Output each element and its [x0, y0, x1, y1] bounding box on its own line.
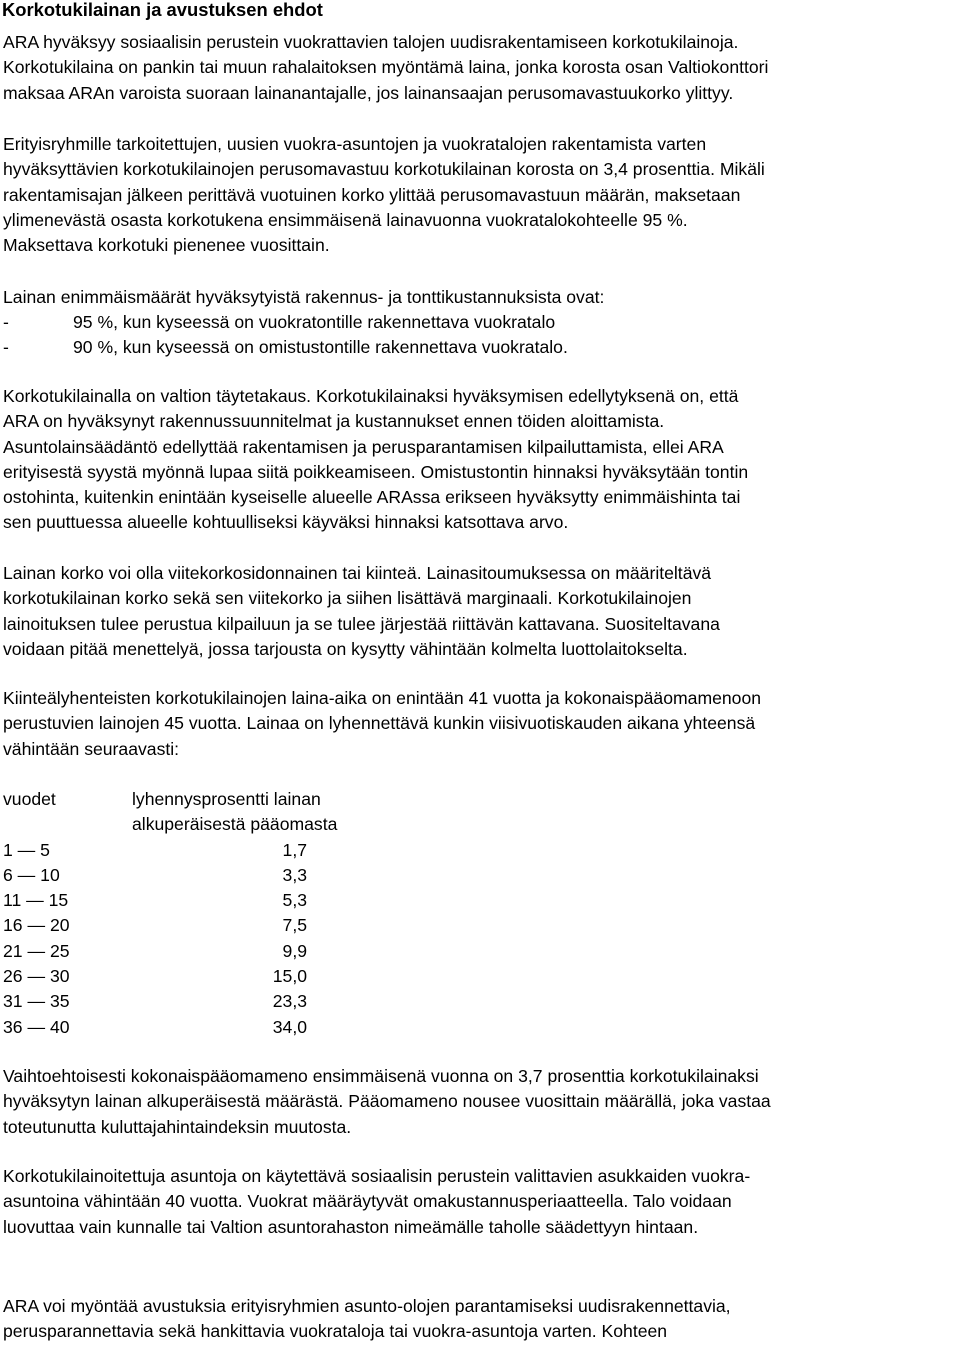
text-line: toteutunutta kuluttajahintaindeksin muutosta.	[3, 1116, 352, 1137]
text-line: Erityisryhmille tarkoitettujen, uusien vuokra-asuntojen ja vuokratalojen rakentamista varten	[3, 134, 707, 154]
percent-cell: 23,3	[272, 991, 307, 1012]
years-cell: 21 — 25	[3, 940, 70, 961]
text-line: perustuvien lainojen 45 vuotta. Lainaa on lyhennettävä kunkin viisivuotiskauden aikana yhteensä	[3, 713, 756, 734]
years-cell: 31 — 35	[3, 991, 70, 1012]
text-line: Vaihtoehtoisesti kokonaispääomameno ensimmäisenä vuonna on 3,7 prosenttia korkotukilainaksi	[3, 1066, 759, 1086]
percent-cell: 3,3	[282, 864, 307, 885]
table-header-row	[3, 787, 423, 812]
text-line: ylimenevästä osasta korkotukena ensimmäisenä lainavuonna vuokratalokohteelle 95 %.	[3, 209, 688, 230]
table-row	[3, 964, 423, 989]
text-line: ARA on hyväksynyt rakennussuunnitelmat ja kustannukset ennen töiden aloittamista.	[3, 411, 665, 432]
text-line: Maksettava korkotuki pienenee vuosittain.	[3, 235, 330, 256]
percent-cell: 9,9	[282, 940, 307, 961]
paragraph-tenant-selection	[3, 1164, 958, 1240]
text-line: ARA hyväksyy sosiaalisin perustein vuokrattavien talojen uudisrakentamiseen korkotukilainoja.	[3, 32, 739, 52]
text-line: vähintään seuraavasti:	[3, 738, 180, 759]
table-row	[3, 888, 423, 913]
table-row	[3, 939, 423, 964]
paragraph-interest-rate	[3, 561, 958, 662]
percent-cell: 15,0	[272, 966, 307, 987]
text-line: erityisestä syystä myönnä lupaa siitä poikkeamiseen. Omistustontin hinnaksi hyväksytään tontin	[3, 461, 749, 482]
text-line: maksaa ARAn varoista suoraan lainanantajalle, jos lainansaajan perusomavastuukorko ylittyy.	[3, 82, 734, 103]
text-line: Lainan enimmäismäärät hyväksytyistä rakennus- ja tonttikustannuksista ovat:	[3, 287, 605, 307]
paragraph-grants	[3, 1294, 958, 1345]
column-header-percent-cont: alkuperäisestä pääomasta	[132, 814, 338, 835]
table-header-row	[3, 812, 423, 837]
table-row	[3, 863, 423, 888]
text-line: perusparannettavia sekä hankittavia vuokrataloja tai vuokra-asuntoja varten. Kohteen	[3, 1321, 668, 1342]
paragraph-loan-period	[3, 686, 958, 762]
years-cell: 26 — 30	[3, 966, 70, 987]
text-line: rakentamisajan jälkeen perittävä vuotuinen korko ylittää perusomavastuun määrän, maksetaan	[3, 184, 741, 205]
table-row	[3, 838, 423, 863]
paragraph-guarantee	[3, 384, 958, 536]
paragraph-max-amounts	[3, 285, 958, 310]
paragraph-alternative-repayment	[3, 1064, 958, 1140]
percent-cell: 7,5	[282, 915, 307, 936]
list-item: - 90 %, kun kyseessä on omistustontille rakennettava vuokratalo.	[3, 337, 568, 358]
percent-cell: 1,7	[282, 839, 307, 860]
text-line: ARA voi myöntää avustuksia erityisryhmien asunto-olojen parantamiseksi uudisrakennettavia,	[3, 1296, 731, 1316]
text-line: voidaan pitää menettelyä, jossa tarjousta on kysytty vähintään kolmelta luottolaitokselta.	[3, 638, 688, 659]
years-cell: 36 — 40	[3, 1016, 70, 1037]
text-line: lainoituksen tulee perustua kilpailuun ja se tulee järjestää riittävän kattavana. Suositeltavana	[3, 613, 720, 634]
paragraph-loan-intro	[3, 30, 958, 106]
paragraph-special-groups	[3, 132, 958, 258]
years-cell: 16 — 20	[3, 915, 70, 936]
text-line: korkotukilainan korko sekä sen viitekorko ja siihen lisättävä marginaali. Korkotukilainojen	[3, 588, 692, 609]
text-line: hyväksyttävien korkotukilainojen perusomavastuu korkotukilainan korosta on 3,4 prosenttia. Mikäli	[3, 159, 765, 180]
column-header-percent: lyhennysprosentti lainan	[132, 789, 321, 809]
percent-cell: 34,0	[272, 1016, 307, 1037]
table-row	[3, 1015, 423, 1040]
repayment-table	[3, 787, 423, 1040]
text-line: luovuttaa vain kunnalle tai Valtion asuntorahaston nimeämälle taholle säädettyyn hintaan.	[3, 1216, 699, 1237]
text-line: Asuntolainsäädäntö edellyttää rakentamisen ja perusparantamisen kilpailuttamista, ellei ARA	[3, 436, 724, 457]
text-line: Korkotukilainalla on valtion täytetakaus. Korkotukilainaksi hyväksymisen edellytyksenä on, että	[3, 386, 739, 406]
text-line: sen puuttuessa alueelle kohtuulliseksi käyväksi hinnaksi katsottava arvo.	[3, 512, 569, 533]
table-row	[3, 913, 423, 938]
text-line: Lainan korko voi olla viitekorkosidonnainen tai kiinteä. Lainasitoumuksessa on määriteltävä	[3, 563, 712, 583]
list-item: - 95 %, kun kyseessä on vuokratontille rakennettava vuokratalo	[3, 312, 556, 332]
text-line: asuntoina vähintään 40 vuotta. Vuokrat määräytyvät omakustannusperiaatteella. Talo voidaan	[3, 1191, 732, 1212]
years-cell: 11 — 15	[3, 890, 69, 911]
text-line: ostohinta, kuitenkin enintään kyseiselle alueelle ARAssa erikseen hyväksytty enimmäishinta tai	[3, 487, 741, 508]
text-line: hyväksytyn lainan alkuperäisestä määrästä. Pääomameno nousee vuosittain määrällä, joka vastaa	[3, 1091, 771, 1112]
text-line: Korkotukilaina on pankin tai muun rahalaitoksen myöntämä laina, jonka korosta osan Valtiokonttori	[3, 57, 769, 78]
text-line: Korkotukilainoitettuja asuntoja on käytettävä sosiaalisin perustein valittavien asukkaiden vuokra-	[3, 1166, 751, 1186]
column-header-years: vuodet	[3, 789, 56, 809]
percent-cell: 5,3	[282, 890, 307, 911]
document-heading: Korkotukilainan ja avustuksen ehdot	[2, 0, 323, 20]
years-cell: 1 — 5	[3, 839, 50, 860]
text-line: Kiinteälyhenteisten korkotukilainojen laina-aika on enintään 41 vuotta ja kokonaispääomamenoon	[3, 688, 762, 708]
years-cell: 6 — 10	[3, 864, 60, 885]
table-row	[3, 989, 423, 1014]
max-amount-list	[3, 310, 568, 361]
